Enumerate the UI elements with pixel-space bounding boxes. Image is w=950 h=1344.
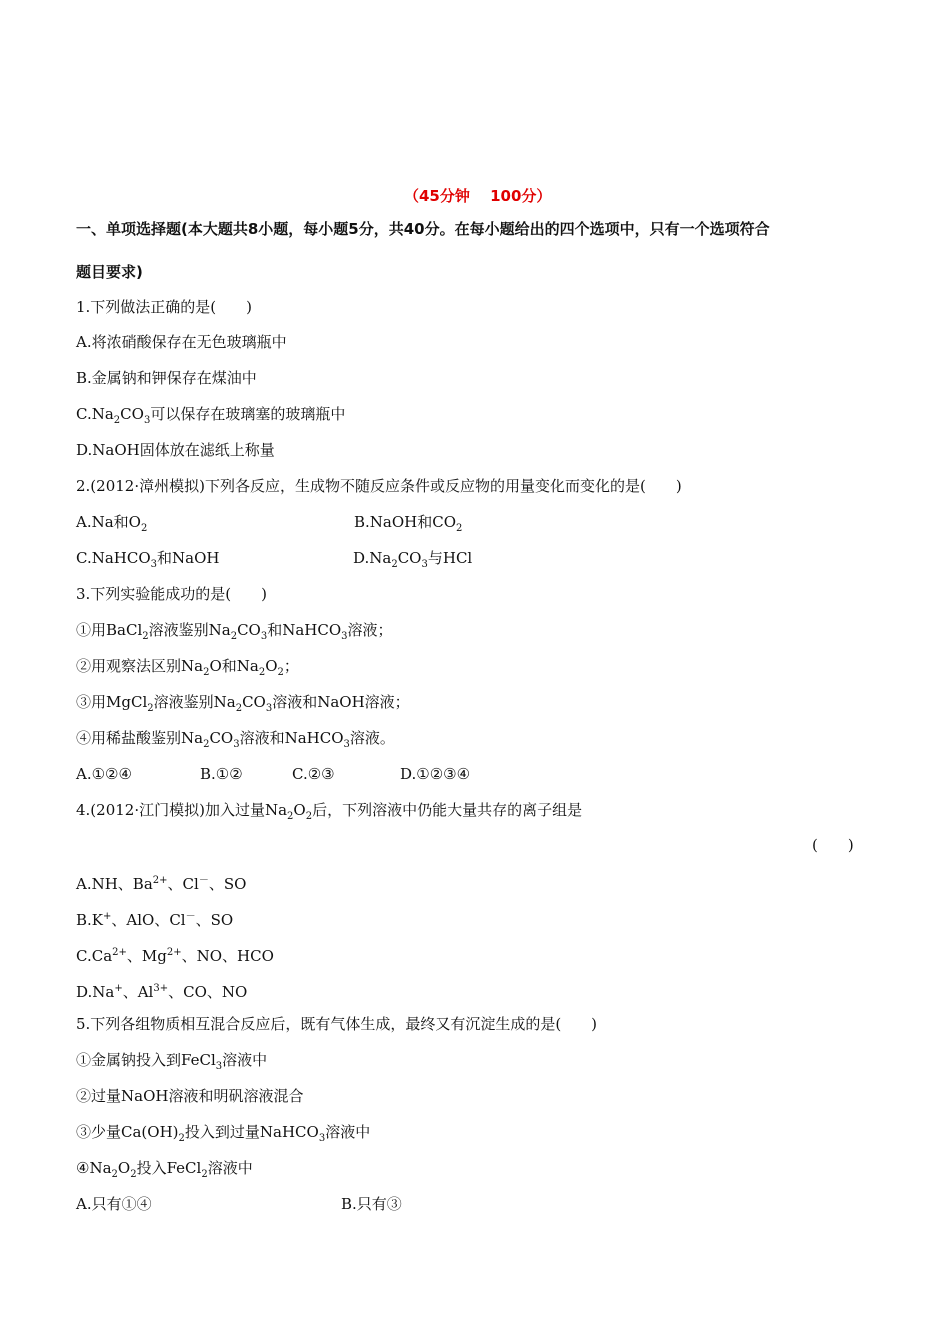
section-heading-line2: 题目要求) xyxy=(76,263,143,281)
q3-option-d: D.①②③④ xyxy=(400,765,471,783)
q5-item-4: $④Na_2O_2$投入FeCl$_2$溶液中 xyxy=(76,1159,253,1180)
q5-item-1: ①金属钠投入到FeCl$_3$溶液中 xyxy=(76,1051,268,1072)
q2-option-b: B.NaOH和$CO_2$ xyxy=(354,513,463,534)
q3-option-a: A.①②④ xyxy=(76,765,132,783)
q5-option-a: A.只有①④ xyxy=(76,1195,152,1213)
q2-stem: 2.(2012·漳州模拟)下列各反应，生成物不随反应条件或反应物的用量变化而变化的是( ) xyxy=(76,477,682,495)
q2-option-c: C.NaHCO$_3$和NaOH xyxy=(76,549,220,570)
time-score-header: （45分钟 100分） xyxy=(404,187,552,205)
q3-option-b: B.①② xyxy=(200,765,243,783)
q3-item-4: ④用稀盐酸鉴别$Na_2CO_3$溶液和NaHCO$_3$溶液。 xyxy=(76,729,395,750)
q5-item-3: ③少量$Ca(OH)_2$投入到过量NaHCO$_3$溶液中 xyxy=(76,1123,371,1144)
q1-option-b: B.金属钠和钾保存在煤油中 xyxy=(76,369,257,387)
q5-option-b: B.只有③ xyxy=(341,1195,402,1213)
q2-option-d: $D.Na_2CO_3$与HCl xyxy=(353,549,473,570)
section-heading-line1: 一、单项选择题(本大题共8小题，每小题5分，共40分。在每小题给出的四个选项中，只有一个选项符合 xyxy=(76,220,770,238)
q4-option-c: $C.Ca^{2+}$、$Mg^{2+}$、NO、HCO xyxy=(76,947,274,965)
q5-item-2: ②过量NaOH溶液和明矾溶液混合 xyxy=(76,1087,304,1105)
q2-option-a: A.Na和$O_2$ xyxy=(76,513,148,534)
q3-stem: 3.下列实验能成功的是( ) xyxy=(76,585,268,603)
q1-option-a: A.将浓硝酸保存在无色玻璃瓶中 xyxy=(76,333,287,351)
q1-stem: 1.下列做法正确的是( ) xyxy=(76,298,253,316)
q3-item-2: ②用观察法区别$Na_2O$和$Na_2O_2$； xyxy=(76,657,299,678)
q1-option-d: D.NaOH固体放在滤纸上称量 xyxy=(76,441,275,459)
q3-item-1: ①用BaCl$_2$溶液鉴别$Na_2CO_3$和NaHCO$_3$溶液； xyxy=(76,621,393,642)
q4-answer-paren: ( ) xyxy=(812,836,854,854)
q4-option-d: D.Na+、$Al^{3+}$、CO、NO xyxy=(76,983,248,1001)
q4-option-b: B.K+、AlO、Cl－、SO xyxy=(76,911,234,929)
q4-stem: 4.(2012·江门模拟)加入过量$Na_2O_2$后，下列溶液中仍能大量共存的离子组是 xyxy=(76,801,583,822)
q5-stem: 5.下列各组物质相互混合反应后，既有气体生成，最终又有沉淀生成的是( ) xyxy=(76,1015,598,1033)
q4-option-a: A.NH、$Ba^{2+}$、Cl－、SO xyxy=(76,875,247,893)
q1-option-c: $C.Na_2CO_3$可以保存在玻璃塞的玻璃瓶中 xyxy=(76,405,346,426)
q3-option-c: C.②③ xyxy=(292,765,335,783)
q3-item-3: ③用MgCl$_2$溶液鉴别$Na_2CO_3$溶液和NaOH溶液； xyxy=(76,693,410,714)
